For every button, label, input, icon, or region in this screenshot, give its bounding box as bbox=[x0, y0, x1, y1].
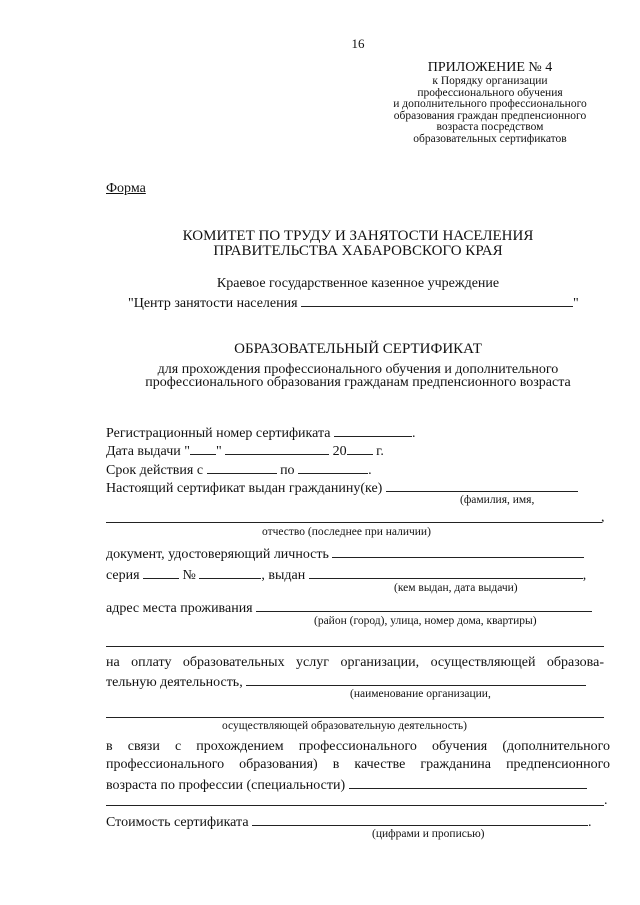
address-field[interactable] bbox=[256, 598, 592, 612]
appendix-line: профессионального обучения bbox=[417, 86, 563, 99]
validity-from-field[interactable] bbox=[207, 460, 277, 474]
reg-number-field[interactable] bbox=[334, 423, 412, 437]
hint-address: (район (город), улица, номер дома, квартиры) bbox=[314, 615, 537, 627]
issued-by-field[interactable] bbox=[309, 565, 583, 579]
appendix-block bbox=[360, 60, 620, 145]
organization-line-2[interactable] bbox=[106, 717, 604, 718]
appendix-line: образовательных сертификатов bbox=[413, 132, 567, 145]
reg-number-row: Регистрационный номер сертификата . bbox=[106, 423, 415, 442]
appendix-title: ПРИЛОЖЕНИЕ № 4 bbox=[427, 60, 553, 75]
training-text-3: возраста по профессии (специальности) bbox=[106, 775, 587, 794]
certificate-subtitle: для прохождения профессионального обучения и дополнительного bbox=[157, 362, 559, 377]
payment-text: на оплату образовательных услуг организации, осуществляющей образова- bbox=[106, 655, 604, 670]
period: . bbox=[604, 793, 608, 808]
payment-text-2: тельную деятельность, bbox=[106, 672, 586, 691]
address-row: адрес места проживания bbox=[106, 598, 592, 617]
comma: , bbox=[601, 510, 605, 525]
cost-row: Стоимость сертификата . bbox=[106, 812, 592, 831]
form-label: Форма bbox=[106, 181, 146, 196]
id-document-field[interactable] bbox=[332, 544, 584, 558]
validity-row: Срок действия с по . bbox=[106, 460, 372, 479]
appendix-line: и дополнительного профессионального bbox=[393, 98, 587, 110]
hint-name: (фамилия, имя, bbox=[460, 494, 535, 506]
organization-field[interactable] bbox=[246, 672, 586, 686]
training-text-2: профессионального образования) в качестве гражданина предпенсионного bbox=[106, 757, 610, 772]
holder-name-field[interactable] bbox=[386, 478, 578, 492]
issue-day-field[interactable] bbox=[190, 441, 216, 455]
committee-name: КОМИТЕТ ПО ТРУДУ И ЗАНЯТОСТИ НАСЕЛЕНИЯ bbox=[182, 228, 534, 244]
address-line-2[interactable] bbox=[106, 646, 604, 647]
appendix-line: к Порядку организации bbox=[432, 75, 548, 87]
hint-org-2: осуществляющей образовательную деятельность) bbox=[222, 720, 468, 732]
page-number: 16 bbox=[351, 36, 365, 51]
number-field[interactable] bbox=[199, 565, 261, 579]
hint-org: (наименование организации, bbox=[350, 688, 491, 700]
employment-center-field[interactable] bbox=[301, 293, 573, 307]
id-document-row: документ, удостоверяющий личность bbox=[106, 544, 584, 563]
profession-field[interactable] bbox=[349, 775, 587, 789]
issue-year-field[interactable] bbox=[347, 441, 373, 455]
appendix-line: образования граждан предпенсионного bbox=[393, 109, 587, 122]
cost-field[interactable] bbox=[252, 812, 588, 826]
certificate-subtitle: профессионального образования гражданам предпенсионного возраста bbox=[145, 375, 571, 390]
hint-cost: (цифрами и прописью) bbox=[372, 828, 485, 840]
institution-type: Краевое государственное казенное учреждение bbox=[216, 276, 500, 291]
institution-name: "Центр занятости населения " bbox=[128, 293, 579, 312]
certificate-title: ОБРАЗОВАТЕЛЬНЫЙ СЕРТИФИКАТ bbox=[234, 341, 482, 357]
profession-line-2[interactable] bbox=[106, 805, 604, 806]
issue-month-field[interactable] bbox=[225, 441, 329, 455]
series-field[interactable] bbox=[143, 565, 179, 579]
series-row: серия № , выдан , bbox=[106, 565, 586, 584]
appendix-line: возраста посредством bbox=[436, 121, 544, 133]
committee-government: ПРАВИТЕЛЬСТВА ХАБАРОВСКОГО КРАЯ bbox=[213, 243, 503, 259]
issue-date-row: Дата выдачи " " 20 г. bbox=[106, 441, 384, 460]
hint-patronymic: отчество (последнее при наличии) bbox=[262, 526, 431, 538]
validity-to-field[interactable] bbox=[298, 460, 368, 474]
holder-name-line[interactable] bbox=[106, 522, 602, 523]
issued-to-row: Настоящий сертификат выдан гражданину(ке) bbox=[106, 478, 578, 497]
hint-issued: (кем выдан, дата выдачи) bbox=[394, 582, 518, 594]
training-text: в связи с прохождением профессионального обучения (дополнительного bbox=[106, 739, 610, 754]
